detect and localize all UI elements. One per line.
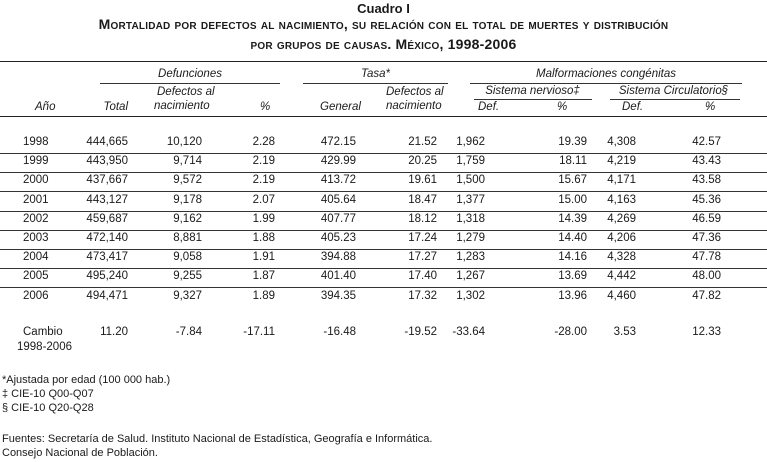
cell-sn-pct: 18.11 xyxy=(559,155,587,168)
change-general: -16.48 xyxy=(323,326,356,338)
col-general: General xyxy=(320,101,361,113)
table-row xyxy=(0,173,767,188)
cell-sn-pct: 15.00 xyxy=(558,193,587,206)
cell-total: 495,240 xyxy=(86,270,128,283)
table-label: Cuadro I xyxy=(357,1,410,16)
col-tasa-defectos-l2: nacimiento xyxy=(386,100,442,112)
cell-year: 2004 xyxy=(23,251,49,264)
cell-tasa-def: 18.12 xyxy=(408,212,437,225)
col-sc-def: Def. xyxy=(622,101,644,113)
cell-sn-def: 1,500 xyxy=(456,174,485,187)
cell-total: 443,950 xyxy=(86,155,128,168)
col-total: Total xyxy=(103,101,128,113)
change-label-1: Cambio xyxy=(23,326,63,338)
cell-general: 394.35 xyxy=(320,289,356,302)
change-tasa-def: -19.52 xyxy=(404,326,437,338)
cell-general: 405.64 xyxy=(320,193,356,206)
cell-defectos: 10,120 xyxy=(166,136,202,148)
header-sistema-nervioso: Sistema nervioso‡ xyxy=(485,85,580,97)
cell-pct: 2.19 xyxy=(252,174,275,187)
cell-tasa-def: 18.47 xyxy=(408,193,437,206)
top-rule xyxy=(0,61,767,62)
cell-pct: 2.07 xyxy=(252,193,275,206)
table-row xyxy=(0,231,767,246)
cell-sc-def: 4,460 xyxy=(607,289,636,302)
cell-total: 472,140 xyxy=(86,232,128,244)
cell-pct: 1.88 xyxy=(252,232,275,244)
table-title-line2: por grupos de causas. México, 1998-2006 xyxy=(250,36,517,52)
cell-tasa-def: 21.52 xyxy=(408,136,437,148)
cell-pct: 2.28 xyxy=(252,136,275,148)
table-row xyxy=(0,212,767,227)
cell-general: 394.88 xyxy=(320,251,356,264)
note-sistema-nervioso: ‡ CIE-10 Q00-Q07 xyxy=(2,388,94,400)
cell-sn-pct: 15.67 xyxy=(558,174,587,187)
cell-sc-pct: 48.00 xyxy=(692,270,721,283)
cell-year: 1999 xyxy=(23,155,49,168)
cell-tasa-def: 17.40 xyxy=(408,270,437,283)
header-malformaciones: Malformaciones congénitas xyxy=(536,68,676,80)
header-defunciones: Defunciones xyxy=(158,68,222,80)
cell-general: 407.77 xyxy=(320,212,356,225)
cell-sc-def: 4,269 xyxy=(607,212,636,225)
cell-year: 2001 xyxy=(23,193,49,206)
col-sc-pct: % xyxy=(705,101,716,113)
cell-total: 459,687 xyxy=(86,212,128,225)
cell-sn-pct: 14.16 xyxy=(558,251,587,264)
cell-sn-def: 1,377 xyxy=(456,193,485,206)
cell-sc-def: 4,308 xyxy=(607,136,636,148)
rule-tasa xyxy=(303,83,448,84)
cell-defectos: 8,881 xyxy=(173,232,202,244)
cell-sc-pct: 45.36 xyxy=(692,193,721,206)
change-sc-pct: 12.33 xyxy=(692,326,721,338)
rule-malformaciones xyxy=(470,83,742,84)
cell-pct: 1.99 xyxy=(252,212,275,225)
cell-sn-def: 1,962 xyxy=(456,136,485,148)
note-ajustada: *Ajustada por edad (100 000 hab.) xyxy=(2,374,171,386)
rule-sistema-nervioso xyxy=(474,99,592,100)
cell-sn-pct: 14.40 xyxy=(558,232,587,244)
sources-line2: Consejo Nacional de Población. xyxy=(2,447,158,459)
col-tasa-defectos-l1: Defectos al xyxy=(386,86,444,98)
cell-total: 437,667 xyxy=(86,174,128,187)
cell-sc-def: 4,219 xyxy=(607,155,636,168)
change-sn-def: -33.64 xyxy=(452,326,485,338)
cell-sc-def: 4,328 xyxy=(607,251,636,264)
cell-sc-pct: 42.57 xyxy=(692,136,721,148)
cell-sc-pct: 47.36 xyxy=(692,232,721,244)
cell-sc-def: 4,206 xyxy=(607,232,636,244)
change-label-2: 1998-2006 xyxy=(17,341,72,353)
table-row xyxy=(0,135,767,150)
cell-tasa-def: 20.25 xyxy=(408,155,437,168)
cell-sn-def: 1,318 xyxy=(456,212,485,225)
cell-tasa-def: 17.32 xyxy=(408,289,437,302)
change-pct: -17.11 xyxy=(243,326,275,338)
change-defectos: -7.84 xyxy=(175,326,202,338)
table-row xyxy=(0,193,767,208)
cell-general: 472.15 xyxy=(320,136,356,148)
col-defectos-l1: Defectos al xyxy=(157,86,215,98)
header-tasa: Tasa* xyxy=(361,68,390,80)
col-sn-def: Def. xyxy=(478,101,500,113)
note-sistema-circulatorio: § CIE-10 Q20-Q28 xyxy=(2,402,94,414)
cell-year: 2003 xyxy=(23,232,49,244)
change-total: 11.20 xyxy=(100,326,128,338)
cell-defectos: 9,327 xyxy=(173,289,202,302)
table-row xyxy=(0,289,767,304)
cell-total: 444,665 xyxy=(86,136,128,148)
cell-tasa-def: 17.27 xyxy=(408,251,437,264)
table-row xyxy=(0,269,767,284)
cell-sc-pct: 47.78 xyxy=(692,251,721,264)
cell-defectos: 9,255 xyxy=(173,270,202,283)
cell-total: 494,471 xyxy=(86,289,128,302)
header-sistema-circulatorio: Sistema Circulatorio§ xyxy=(618,85,729,97)
table-row xyxy=(0,154,767,169)
header-rule xyxy=(0,116,767,117)
cell-defectos: 9,572 xyxy=(173,174,202,187)
cell-sn-def: 1,759 xyxy=(456,155,485,168)
cell-tasa-def: 19.61 xyxy=(408,174,437,187)
change-sc-def: 3.53 xyxy=(613,326,636,338)
col-pct: % xyxy=(260,101,271,113)
cell-sc-pct: 46.59 xyxy=(692,212,721,225)
cell-pct: 1.91 xyxy=(252,251,275,264)
cell-defectos: 9,178 xyxy=(173,193,202,206)
cell-sn-def: 1,279 xyxy=(456,232,485,244)
cell-general: 401.40 xyxy=(320,270,356,283)
cell-total: 443,127 xyxy=(86,193,128,206)
cell-total: 473,417 xyxy=(86,251,128,264)
col-defectos-l2: nacimiento xyxy=(154,100,210,112)
cell-sc-def: 4,163 xyxy=(607,193,636,206)
table-title-line1: Mortalidad por defectos al nacimiento, su relación con el total de muertes y distribución xyxy=(98,16,669,32)
col-sn-pct: % xyxy=(557,101,568,113)
cell-general: 413.72 xyxy=(320,174,356,187)
cell-sn-pct: 19.39 xyxy=(558,136,587,148)
change-sn-pct: -28.00 xyxy=(554,326,587,338)
cell-general: 429.99 xyxy=(320,155,356,168)
cell-defectos: 9,058 xyxy=(173,251,202,264)
sources-line1: Fuentes: Secretaría de Salud. Instituto Nacional de Estadística, Geografía e Informática. xyxy=(2,433,433,445)
rule-defunciones xyxy=(100,83,280,84)
cell-pct: 2.19 xyxy=(252,155,275,168)
cell-sn-def: 1,302 xyxy=(456,289,485,302)
cell-year: 1998 xyxy=(23,136,49,148)
rule-sistema-circulatorio xyxy=(610,99,740,100)
table-row xyxy=(0,250,767,265)
col-ano: Año xyxy=(35,101,56,113)
cell-general: 405.23 xyxy=(320,232,356,244)
cell-sn-pct: 13.96 xyxy=(558,289,587,302)
cell-sn-pct: 13.69 xyxy=(558,270,587,283)
cell-sc-def: 4,442 xyxy=(607,270,636,283)
cell-defectos: 9,162 xyxy=(173,212,202,225)
cell-sc-pct: 43.43 xyxy=(692,155,721,168)
cell-defectos: 9,714 xyxy=(173,155,202,168)
cell-year: 2005 xyxy=(23,270,49,283)
cell-tasa-def: 17.24 xyxy=(408,232,437,244)
cell-sc-pct: 43.58 xyxy=(692,174,721,187)
cell-year: 2002 xyxy=(23,212,49,225)
cell-sn-pct: 14.39 xyxy=(558,212,587,225)
cell-sc-def: 4,171 xyxy=(607,174,636,187)
cell-sn-def: 1,267 xyxy=(456,270,485,283)
cell-year: 2006 xyxy=(23,289,49,302)
cell-pct: 1.89 xyxy=(252,289,275,302)
cell-year: 2000 xyxy=(23,174,49,187)
cell-sn-def: 1,283 xyxy=(456,251,485,264)
cell-sc-pct: 47.82 xyxy=(692,289,721,302)
cell-pct: 1.87 xyxy=(252,270,275,283)
